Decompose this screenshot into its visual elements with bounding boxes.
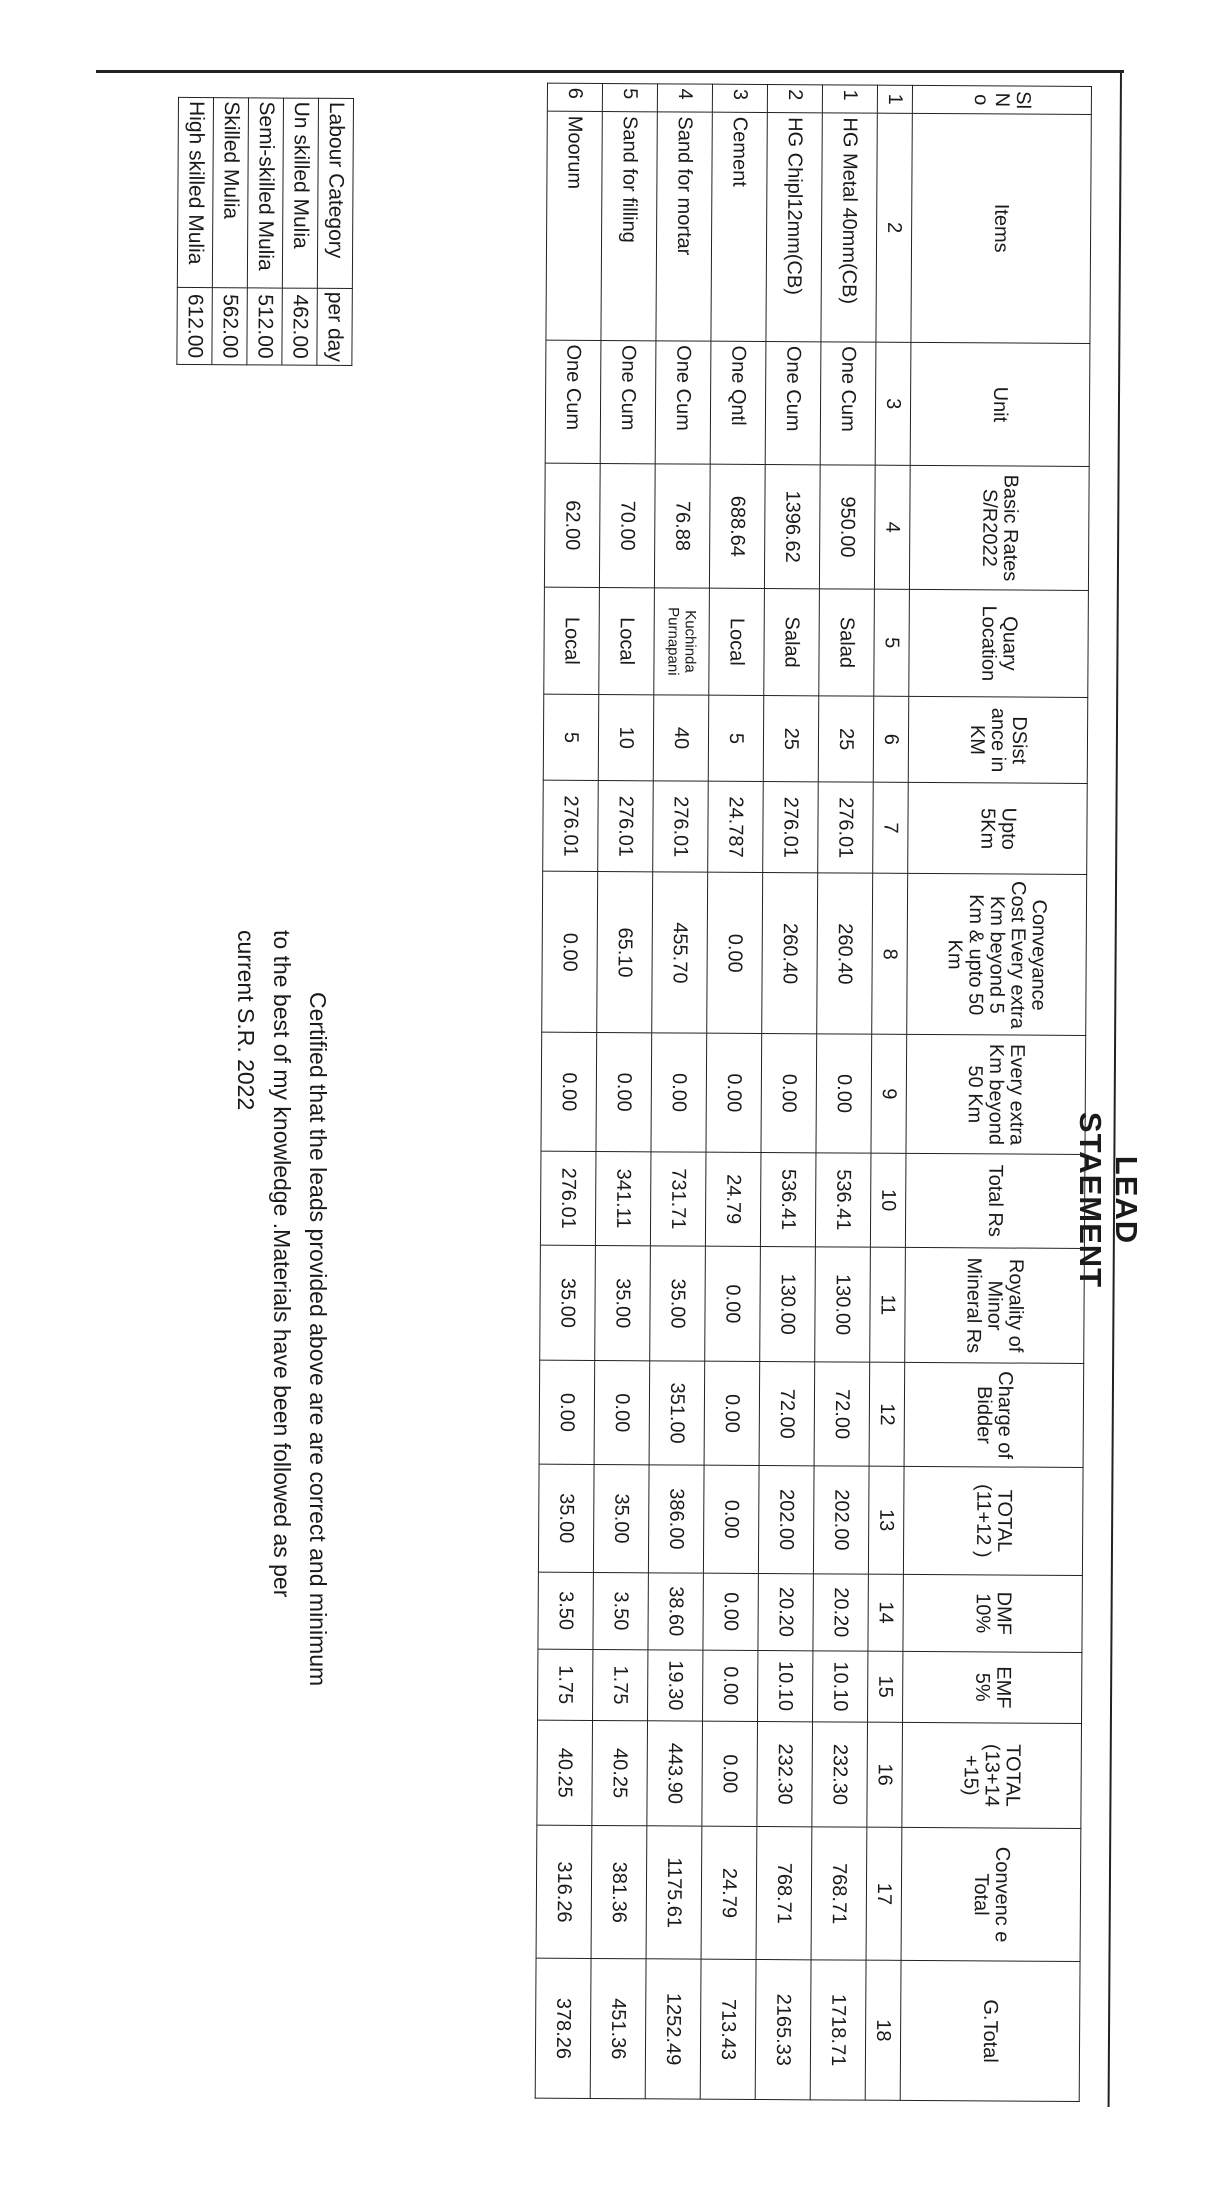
table-cell: Local	[599, 587, 655, 695]
column-header: Quary Location	[909, 589, 1089, 697]
table-cell: One Cum	[545, 340, 601, 464]
table-cell: 76.88	[654, 464, 710, 588]
table-cell: 5	[543, 694, 599, 780]
labour-header-cell: Labour Category	[317, 98, 353, 288]
table-cell: 1252.49	[645, 1959, 701, 2099]
table-cell: 2	[767, 85, 822, 113]
table-cell: One Cum	[820, 342, 876, 466]
table-cell: Moorum	[546, 111, 602, 340]
table-cell: 0.00	[651, 1033, 707, 1151]
labour-cell: 612.00	[177, 287, 212, 364]
labour-cell: High skilled Mulia	[177, 97, 213, 287]
labour-cell: Un skilled Mulia	[282, 98, 318, 288]
table-cell: Kuchinda Purnapani	[654, 588, 710, 696]
table-cell: 35.00	[538, 1464, 594, 1572]
column-header: Every extra Km beyond 50 Km	[906, 1035, 1086, 1154]
labour-row	[282, 98, 319, 365]
table-cell: 1	[822, 85, 877, 113]
table-cell: 10.10	[758, 1650, 813, 1721]
page-title: LEAD STAEMENT	[1073, 1111, 1144, 1289]
column-number: 3	[875, 342, 911, 466]
table-cell: 1.75	[593, 1649, 648, 1720]
table-cell: 443.90	[647, 1721, 703, 1827]
table-cell: 5	[708, 695, 764, 781]
column-header: EMF 5%	[903, 1651, 1082, 1723]
table-cell: 260.40	[817, 873, 873, 1034]
column-header: Conveyance Cost Every extra Km beyond 5 Km & upto 50 Km	[907, 874, 1087, 1036]
table-cell: 276.01	[540, 1151, 596, 1246]
column-header: TOTAL (11+12 )	[903, 1467, 1083, 1575]
table-cell: 3.50	[593, 1572, 648, 1650]
table-cell: 386.00	[648, 1465, 704, 1573]
table-cell: 72.00	[759, 1362, 815, 1467]
column-number: 11	[870, 1247, 906, 1362]
table-cell: 35.00	[595, 1246, 651, 1361]
column-number: 10	[870, 1153, 906, 1248]
table-cell: 0.00	[703, 1465, 759, 1573]
column-header: Upto 5Km	[908, 782, 1088, 874]
table-cell: Sand for filling	[601, 111, 657, 340]
table-cell: 232.30	[757, 1721, 813, 1827]
table-cell: 1396.62	[764, 465, 820, 589]
header-row	[900, 85, 1091, 2101]
table-cell: HG Metal 40mm(CB)	[821, 113, 877, 342]
table-cell: 0.00	[705, 1246, 761, 1361]
table-cell: 381.36	[591, 1826, 647, 1960]
column-header: Basic Rates S/R2022	[909, 466, 1089, 591]
labour-cell: 462.00	[282, 288, 317, 365]
table-cell: 1175.61	[646, 1826, 702, 1960]
table-cell: Salad	[819, 589, 875, 697]
table-cell: 38.60	[648, 1572, 703, 1650]
column-number: 14	[868, 1574, 903, 1652]
certificate-line: to the best of my knowledge .Materials have been followed as per	[269, 930, 295, 1598]
labour-header-row	[317, 98, 354, 365]
table-cell: 25	[818, 696, 874, 782]
table-cell: 4	[657, 84, 712, 112]
table-cell: 0.00	[539, 1360, 595, 1465]
table-cell: 0.00	[703, 1650, 758, 1721]
frame-border	[96, 70, 1124, 73]
table-cell: 0.00	[704, 1361, 760, 1466]
table-cell: 5	[602, 84, 657, 112]
labour-cell: Semi-skilled Mulia	[247, 98, 283, 288]
column-number: 6	[873, 696, 909, 782]
column-number: 13	[868, 1466, 904, 1574]
table-cell: 130.00	[815, 1247, 871, 1362]
table-cell: Salad	[764, 588, 820, 696]
table-cell: Local	[709, 588, 765, 696]
table-cell: 72.00	[814, 1362, 870, 1467]
table-cell: HG Chipl12mm(CB)	[766, 112, 822, 341]
table-cell: 40.25	[537, 1720, 593, 1826]
table-cell: 731.71	[650, 1151, 706, 1246]
table-cell: 276.01	[598, 781, 654, 873]
table-cell: 536.41	[760, 1152, 816, 1247]
column-header: Sl N o	[912, 85, 1091, 114]
table-cell: 0.00	[594, 1361, 650, 1466]
labour-cell: 562.00	[212, 288, 247, 365]
table-cell: 260.40	[762, 873, 818, 1034]
table-cell: 24.79	[705, 1152, 761, 1247]
table-cell: 0.00	[702, 1721, 758, 1827]
column-number: 9	[871, 1035, 907, 1153]
table-cell: One Cum	[600, 340, 656, 464]
table-cell: 768.71	[811, 1827, 867, 1961]
certificate-text	[228, 930, 336, 2000]
table-cell: 276.01	[653, 781, 709, 873]
table-cell: 713.43	[700, 1959, 756, 2099]
table-cell: 70.00	[599, 464, 655, 588]
table-cell: 276.01	[543, 780, 599, 872]
labour-header-cell: per day	[317, 288, 352, 365]
table-cell: 2165.33	[755, 1960, 811, 2100]
column-number: 15	[868, 1651, 903, 1722]
table-cell: 688.64	[709, 464, 765, 588]
column-header: DMF 10%	[903, 1574, 1082, 1652]
table-cell: 202.00	[813, 1466, 869, 1574]
certificate-line: Certified that the leads provided above are are correct and minimum	[305, 992, 331, 1687]
table-cell: 0.00	[703, 1573, 758, 1651]
column-header: Unit	[910, 342, 1090, 467]
table-cell: 10.10	[813, 1651, 868, 1722]
column-number: 2	[876, 113, 912, 342]
table-cell: 62.00	[544, 463, 600, 587]
table-cell: 35.00	[540, 1245, 596, 1360]
table-cell: 768.71	[756, 1827, 812, 1961]
table-cell: 40	[653, 695, 709, 781]
column-header: G.Total	[900, 1961, 1080, 2102]
table-cell: 276.01	[763, 782, 819, 874]
table-cell: 65.10	[597, 872, 653, 1033]
table-cell: One Cum	[655, 341, 711, 465]
table-cell: 3	[712, 84, 767, 112]
column-header: DSist ance in KM	[908, 697, 1088, 784]
labour-rate-table	[176, 97, 354, 366]
table-cell: Local	[544, 587, 600, 695]
column-number: 18	[865, 1960, 901, 2100]
table-cell: Cement	[711, 112, 767, 341]
table-cell: 130.00	[760, 1247, 816, 1362]
column-header: Royality of Minor Mineral Rs	[905, 1248, 1085, 1364]
table-cell: 451.36	[590, 1959, 646, 2099]
table-cell: 20.20	[758, 1573, 813, 1651]
table-cell: 6	[547, 83, 602, 111]
table-cell: 950.00	[819, 465, 875, 589]
table-cell: 276.01	[818, 782, 874, 874]
table-cell: 378.26	[535, 1958, 591, 2098]
column-number: 1	[877, 85, 912, 113]
table-cell: 1.75	[538, 1649, 593, 1720]
table-cell: 536.41	[815, 1152, 871, 1247]
table-cell: 0.00	[816, 1034, 872, 1152]
table-cell: 0.00	[541, 1033, 597, 1151]
column-header: Charge of Bidder	[904, 1362, 1084, 1467]
table-cell: 0.00	[761, 1034, 817, 1152]
table-cell: 455.70	[652, 872, 708, 1033]
labour-cell: Skilled Mulia	[212, 98, 248, 288]
table-cell: 35.00	[593, 1465, 649, 1573]
labour-row	[212, 98, 249, 365]
table-cell: 35.00	[650, 1246, 706, 1361]
labour-row	[177, 97, 214, 364]
certificate-line: current S.R. 2022	[233, 930, 259, 1111]
column-number: 17	[866, 1827, 902, 1960]
table-cell: 10	[598, 695, 654, 781]
table-cell: 40.25	[592, 1720, 648, 1826]
table-cell: Sand for mortar	[656, 112, 712, 341]
table-cell: 0.00	[707, 873, 763, 1034]
column-header: Total Rs	[905, 1153, 1085, 1249]
table-cell: 0.00	[706, 1034, 762, 1152]
column-number: 5	[874, 589, 910, 697]
table-cell: 351.00	[649, 1361, 705, 1466]
table-cell: 20.20	[813, 1573, 868, 1651]
table-cell: 316.26	[536, 1825, 592, 1959]
table-cell: 25	[763, 696, 819, 782]
table-cell: One Cum	[765, 341, 821, 465]
column-header: TOTAL (13+14 +15)	[902, 1722, 1082, 1828]
table-cell: 3.50	[538, 1572, 593, 1650]
lead-statement-table	[535, 83, 1092, 2102]
table-cell: One Qntl	[710, 341, 766, 465]
table-cell: 202.00	[758, 1466, 814, 1574]
column-number: 12	[869, 1362, 905, 1466]
table-cell: 232.30	[812, 1722, 868, 1828]
column-number: 4	[874, 465, 910, 589]
column-number: 16	[867, 1722, 903, 1827]
table-cell: 24.787	[708, 781, 764, 873]
column-header: Convenc e Total	[901, 1827, 1081, 1961]
column-number: 7	[873, 782, 909, 874]
labour-cell: 512.00	[247, 288, 282, 365]
column-header: Items	[911, 113, 1091, 343]
table-cell: 341.11	[595, 1151, 651, 1246]
column-number: 8	[872, 874, 908, 1035]
table-cell: 0.00	[542, 872, 598, 1033]
table-cell: 19.30	[648, 1650, 703, 1721]
table-cell: 24.79	[701, 1826, 757, 1960]
table-cell: 0.00	[596, 1033, 652, 1151]
table-cell: 1718.71	[810, 1960, 866, 2100]
labour-row	[247, 98, 284, 365]
